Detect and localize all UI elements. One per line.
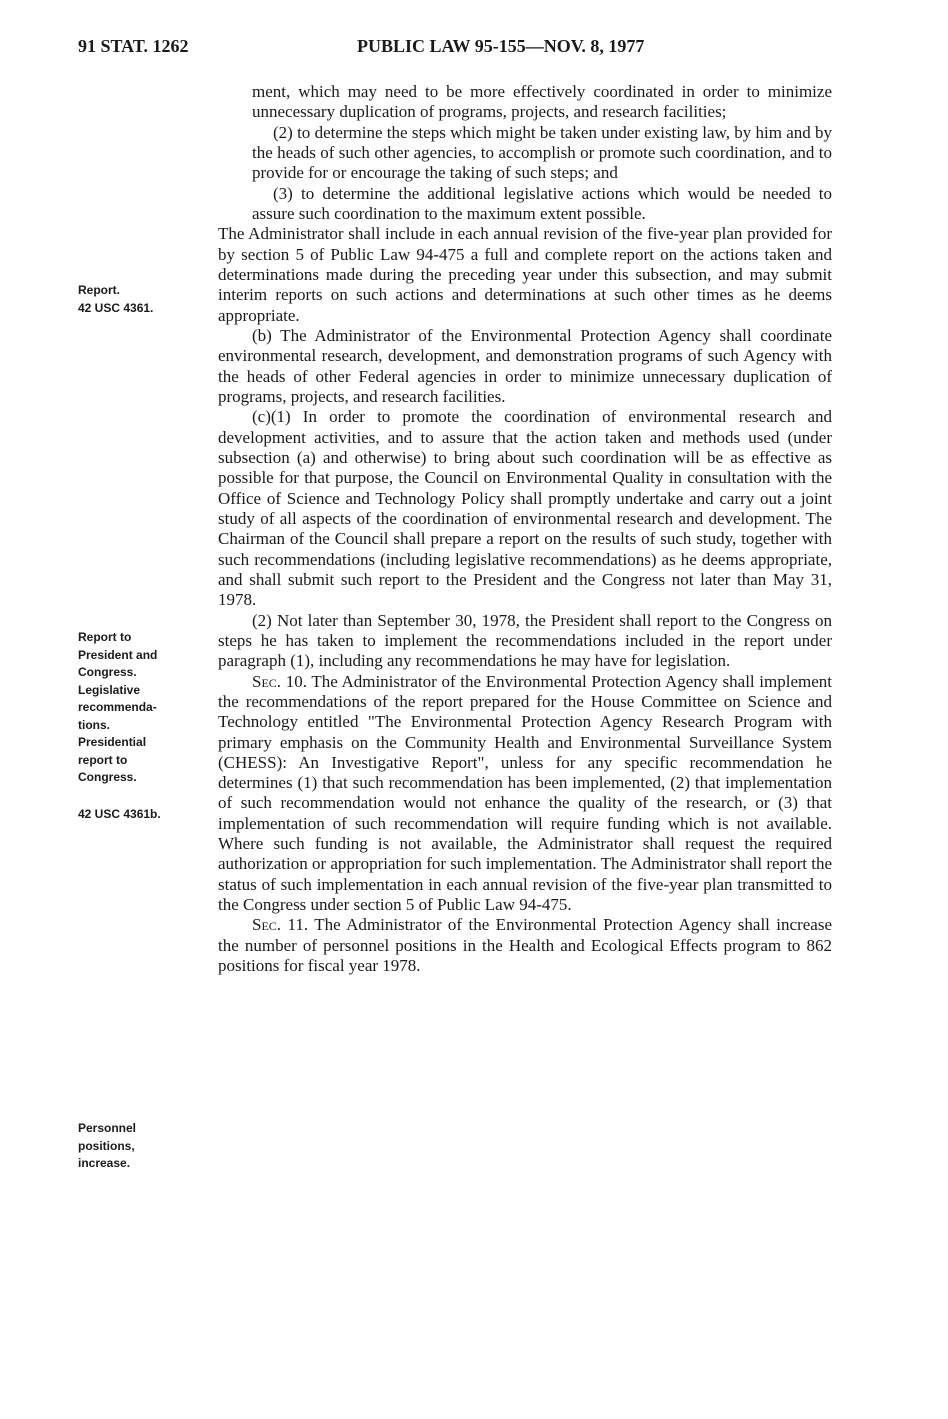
section-10-label: Sec. 10. <box>252 671 307 691</box>
paragraph-a3: (3) to determine the additional legislative actions which would be needed to assure such coordination to the maximum extent possible. <box>252 183 832 223</box>
paragraph-b: (b) The Administrator of the Environmental Protection Agency shall coordinate environmental research, development, and demonstration programs of such Agency with the heads of other Federal agencies in order to minimize unnecessary duplication of programs, projects, and research facilities. <box>218 325 832 406</box>
paragraph-continuation: ment, which may need to be more effectively coordinated in order to minimize unnecessary duplication of programs, projects, and research facilities; <box>252 82 832 122</box>
paragraph-a2: (2) to determine the steps which might be taken under existing law, by him and by the heads of such other agencies, to accomplish or promote such coordination, and to provide for or encourage the taking of such steps; and <box>252 122 832 183</box>
section-10 <box>218 672 832 916</box>
section-11-label: Sec. 11. <box>252 915 309 935</box>
margin-note-report: Report. 42 USC 4361. <box>78 283 154 315</box>
page-header <box>78 34 878 58</box>
margin-note-usc-4361b: 42 USC 4361b. <box>78 807 161 821</box>
statute-body <box>218 82 832 976</box>
paragraph-c2: (2) Not later than September 30, 1978, the President shall report to the Congress on steps he has taken to implement the recommendations included in the report under paragraph (1), including any recommendations he may have for legislation. <box>218 610 832 671</box>
section-11-text: The Administrator of the Environmental Protection Agency shall increase the number of personnel positions in the Health and Ecological Effects program to 862 positions for fiscal year 1978. <box>218 915 832 976</box>
section-10-text: The Administrator of the Environmental Protection Agency shall implement the recommendations of the report prepared for the House Committee on Science and Technology entitled "The Environmental Protection Agency Research Program with primary emphasis on the Community Health and Environmental Surveillance System (CHESS): An Investigative Report", unless for any specific recommendation he determines (1) that such recommendation has been implemented, (2) that implementation of such recommendation would not enhance the quality of the research, or (3) that implementation of such recommendation will require funding which is not available. Where such funding is not available, the Administrator shall request the required authorization or appropriation for such implementation. The Administrator shall report the status of such implementation in each annual revision of the five-year plan transmitted to the Congress under section 5 of Public Law 94-475. <box>218 671 832 915</box>
section-11 <box>218 915 832 976</box>
running-title: PUBLIC LAW 95-155—NOV. 8, 1977 <box>357 36 645 56</box>
margin-note-personnel: Personnel positions, increase. <box>78 1121 137 1170</box>
margin-note-report-to-president: Report to President and Congress. Legislative recommenda- tions. Presidential report to Congress. <box>78 630 158 784</box>
paragraph-c1: (c)(1) In order to promote the coordination of environmental research and development activities, and to assure that the action taken and methods used (under subsection (a) and otherwise) to bring about such coordination will be as effective as possible for that purpose, the Council on Environmental Quality in consultation with the Office of Science and Technology Policy shall promptly undertake and carry out a joint study of all aspects of the coordination of environmental research and development. The Chairman of the Council shall prepare a report on the results of such study, together with such recommendations (including legislative recommendations) as he deems appropriate, and shall submit such report to the President and the Congress not later than May 31, 1978. <box>218 407 832 610</box>
paragraph-report: The Administrator shall include in each annual revision of the five-year plan provided for by section 5 of Public Law 94-475 a full and complete report on the actions taken and determinations made during the preceding year under this subsection, and may submit interim reports on such actions and determinations at such other times as he deems appropriate. <box>218 224 832 325</box>
statute-citation: 91 STAT. 1262 <box>78 36 189 56</box>
